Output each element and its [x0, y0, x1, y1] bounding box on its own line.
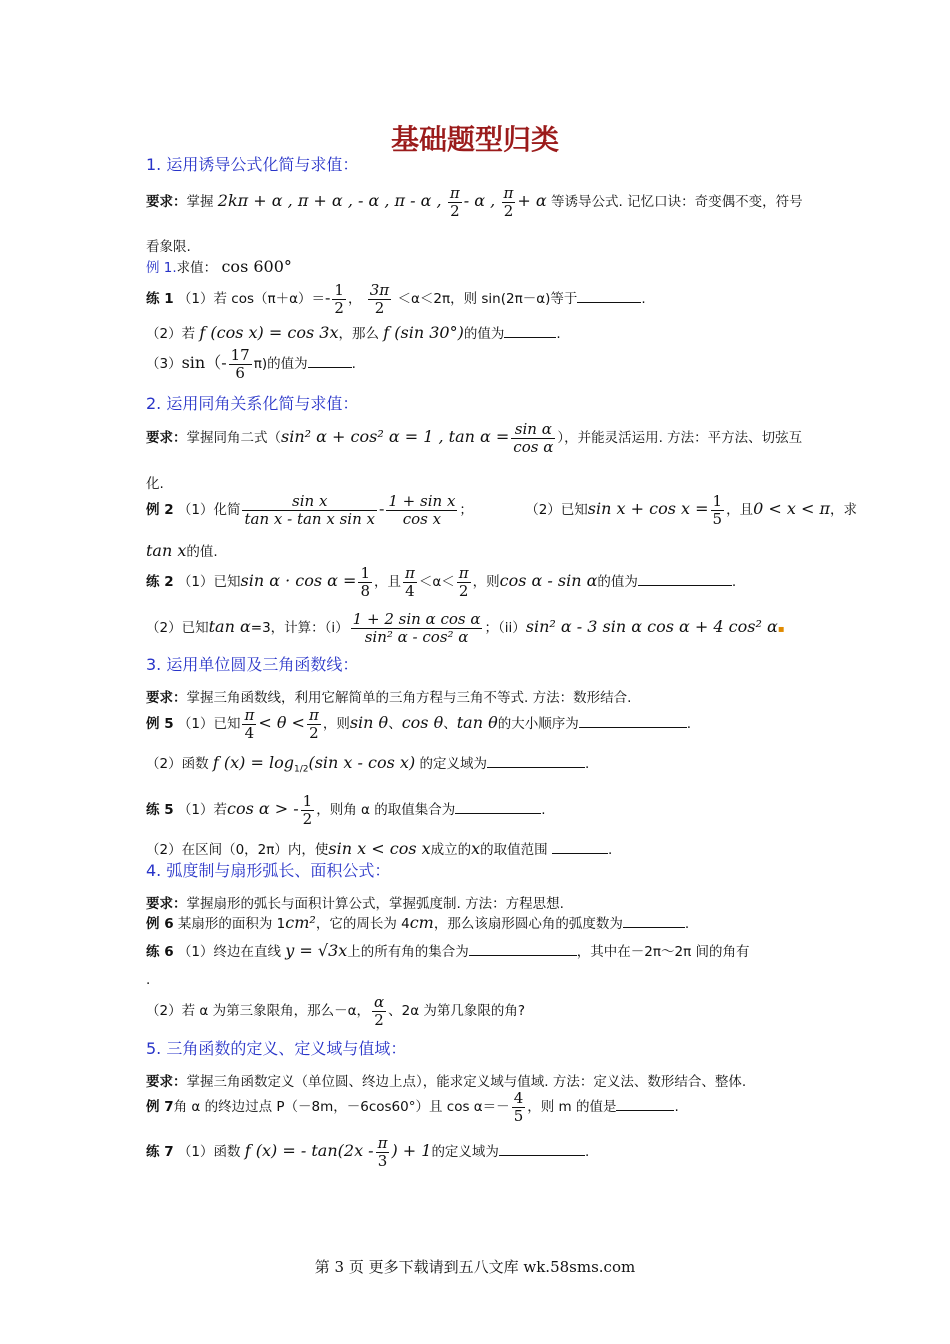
var-x: x: [471, 839, 481, 858]
frac-pi-2d: $\frac{\pi}{2}$: [308, 706, 319, 742]
requirement-1-cont: 看象限.: [146, 239, 191, 255]
section-heading-3: 3. 运用单位圆及三角函数线：: [146, 655, 359, 674]
frac-simplify-2: $\frac{\text{1 + sin x}}{\text{cos x}}$: [388, 492, 456, 528]
practice-text-2: ，则角 α 的取值集合为: [316, 802, 456, 818]
req-text: 掌握: [186, 194, 214, 210]
practice-text-2: ，且: [374, 574, 401, 590]
requirement-2: [146, 420, 802, 455]
example-text-2: ，则: [322, 716, 350, 732]
frac-pi-3: $\frac{\pi}{3}$: [377, 1134, 388, 1170]
practice-1-2: （2）若 f (cos x) = cos 3x，那么 f (sin 30°)的值为 .: [146, 323, 561, 342]
practice-text-3: 的取值范围: [480, 842, 548, 858]
req-label: 要求：: [146, 896, 187, 912]
formula-fcos: f (cos x) = cos 3x: [199, 323, 339, 342]
example-2: 例 2 （1）化简 $\frac{\text{sin x}}{\text{tan x - tan x sin x}}$ - $\frac{\text{1 + sin x}}{\text{cos x}}$ ； （2）已知sin x + cos x = $\frac{1}{5}$ ，且0 < x < π，求: [146, 492, 857, 528]
req-label: 要求：: [146, 1074, 187, 1090]
example-label: 例 6: [146, 916, 174, 932]
answer-blank: [487, 766, 585, 768]
example-label: 例 7: [146, 1099, 174, 1115]
practice-text-3: 的值为: [463, 326, 505, 342]
answer-blank: [469, 954, 577, 956]
formula-log-arg: (sin x - cos x): [308, 753, 416, 772]
frac-4-5: $\frac{4}{5}$: [513, 1089, 524, 1125]
answer-blank: [616, 1109, 674, 1111]
formula-expr-ii: sin² α - 3 sin α cos α + 4 cos² α: [525, 617, 778, 636]
requirement-5: [146, 1070, 746, 1090]
formula-ftan-2: ) + 1: [391, 1141, 432, 1160]
formula-fsin: f (sin 30°): [383, 323, 464, 342]
minus-sign: -: [325, 288, 331, 307]
answer-blank: [577, 301, 641, 303]
page-footer: 第 3 页 更多下载请到五八文库 wk.58sms.com: [314, 1258, 636, 1276]
practice-text-2: 上的所有角的集合为: [347, 944, 469, 960]
practice-label: 练 1: [146, 291, 174, 307]
req-text: 掌握同角二式（: [186, 430, 281, 446]
practice-5-2: （2）在区间（0，2π）内，使sin x < cos x成立的x的取值范围 .: [146, 839, 613, 858]
frac-pi-2b: $\frac{\pi}{2}$: [503, 184, 514, 220]
formula-diff: cos α - sin α: [499, 571, 598, 590]
example-text: （1）已知: [177, 716, 241, 732]
practice-text-2: 成立的: [430, 842, 472, 858]
practice-text: （1）若: [177, 802, 227, 818]
frac-pi-2c: $\frac{\pi}{2}$: [458, 564, 469, 600]
req-label: 要求：: [146, 430, 187, 446]
example-1: [146, 256, 292, 276]
example-label: 例 1.: [146, 260, 177, 276]
formula-tanx: tan x: [146, 541, 187, 560]
example-text-2: ，则 m 的值是: [527, 1099, 617, 1115]
req-text: 掌握三角函数线，利用它解简单的三角方程与三角不等式. 方法：数形结合.: [186, 690, 632, 706]
practice-text-3: ，其中在－2π～2π 间的角有: [576, 944, 750, 960]
formula-sin: sin（-: [181, 353, 227, 372]
example-7: 例 7角 α 的终边过点 P（－8m，－6cos60°）且 cos α＝－ $\frac{4}{5}$ ，则 m 的值是 .: [146, 1089, 679, 1125]
answer-blank: [504, 336, 556, 338]
example-text: 某扇形的面积为 1: [177, 916, 286, 932]
example-text-3: （2）已知: [525, 502, 588, 518]
practice-text: （2）若: [146, 326, 196, 342]
formula-line: y = √3x: [285, 941, 348, 960]
frac-simplify-1: $\frac{\text{sin x}}{\text{tan x - tan x sin x}}$: [244, 492, 375, 528]
formula-log: f (x) = log: [212, 753, 294, 772]
practice-text: （2）已知: [146, 620, 209, 636]
formula-product: sin α · cos α =: [240, 571, 357, 590]
example-text-3: 的大小顺序为: [497, 716, 579, 732]
example-text-5: ，求: [829, 502, 857, 518]
frac-alpha-2: $\frac{\alpha}{2}$: [373, 993, 385, 1029]
practice-2-1: 练 2 （1）已知sin α · cos α = $\frac{1}{8}$ ，且 $\frac{\pi}{4}$ ＜α＜ $\frac{\pi}{2}$ ，则cos α - sin α的值为 .: [146, 564, 737, 600]
practice-1-1: 练 1 （1）若 cos（π＋α）＝- $\frac{1}{2}$ ， $\frac{3\pi}{2}$ ＜α＜2π，则 sin(2π－α)等于 .: [146, 281, 646, 317]
practice-text-2: 的定义域为: [431, 1144, 499, 1160]
practice-label: 练 5: [146, 802, 174, 818]
example-text: 的值.: [186, 544, 218, 560]
answer-blank: [638, 584, 732, 586]
formula-cosgt: cos α > -: [226, 799, 299, 818]
inequality: ＜α＜: [418, 574, 455, 590]
answer-blank: [308, 366, 352, 368]
frac-1-5: $\frac{1}{5}$: [712, 492, 723, 528]
practice-text-2: π)的值为: [253, 356, 308, 372]
practice-text-3: ；（ii）: [484, 620, 526, 636]
section-heading-5: 5. 三角函数的定义、定义域与值域：: [146, 1039, 407, 1058]
req-text: 掌握扇形的弧长与面积计算公式，掌握弧度制. 方法：方程思想.: [186, 896, 564, 912]
frac-17-6: $\frac{17}{6}$: [230, 346, 250, 382]
practice-text-3: ，则: [472, 574, 500, 590]
practice-text: （2）若 α 为第三象限角，那么－α，: [146, 1003, 370, 1019]
req-label: 要求：: [146, 690, 187, 706]
frac-pi-4b: $\frac{\pi}{4}$: [244, 706, 255, 742]
unit-cm2: cm²: [285, 913, 316, 932]
practice-text: （3）: [146, 356, 182, 372]
formula-tana: tan α: [208, 617, 251, 636]
formula-costh: cos θ: [401, 713, 444, 732]
example-label: 例 5: [146, 716, 174, 732]
req-text: 掌握三角函数定义（单位圆、终边上点），能求定义域与值域. 方法：定义法、数形结合、整体.: [186, 1074, 747, 1090]
section-heading-2: 2. 运用同角关系化简与求值：: [146, 394, 359, 413]
frac-pi-4: $\frac{\pi}{4}$: [405, 564, 415, 600]
req-text-2: ），并能灵活运用. 方法：平方法、切弦互: [557, 430, 803, 446]
practice-text-2: =3，计算：（i）: [250, 620, 349, 636]
example-text-2: 的定义域为: [419, 756, 487, 772]
formula-sum: sin x + cos x =: [587, 499, 709, 518]
requirement-1: [146, 184, 803, 219]
practice-text: （1）若 cos（π＋α）＝: [177, 291, 326, 307]
formula-tanth: tan θ: [456, 713, 498, 732]
practice-text: （1）已知: [177, 574, 241, 590]
practice-2-2: （2）已知tan α=3，计算：（i） $\frac{\text{1 + 2 sin α cos α}}{\text{sin² α - cos² α}}$ ；（ii）sin² α - 3 sin α cos α + 4 cos² α▪: [146, 610, 785, 646]
frac-1-2b: $\frac{1}{2}$: [302, 792, 313, 828]
practice-label: 练 7: [146, 1144, 174, 1160]
example-label: 例 2: [146, 502, 174, 518]
example-text-2: ，它的周长为 4: [315, 916, 410, 932]
example-text: 角 α 的终边过点 P（－8m，－6cos60°）且 cos α＝－: [173, 1099, 510, 1115]
practice-label: 练 6: [146, 944, 174, 960]
inequality-theta: < θ <: [258, 713, 305, 732]
practice-text-2: ＜α＜2π，则 sin(2π－α)等于: [397, 291, 578, 307]
formula-induct-2: - α ,: [463, 191, 496, 210]
example-text: （1）化简: [177, 502, 241, 518]
practice-text-4: 的值为: [597, 574, 638, 590]
example-5-1: 例 5 （1）已知 $\frac{\pi}{4}$ < θ < $\frac{\pi}{2}$ ，则sin θ、cos θ、tan θ的大小顺序为 .: [146, 706, 692, 742]
formula-range: 0 < x < π: [753, 499, 830, 518]
example-6: 例 6 某扇形的面积为 1cm²，它的周长为 4cm，那么该扇形圆心角的弧度数为 .: [146, 913, 690, 932]
practice-6-1: [146, 940, 750, 960]
answer-blank: [455, 812, 541, 814]
log-base: 1/2: [293, 764, 309, 775]
frac-sin-cos: $\frac{\text{sin α}}{\text{cos α}}$: [513, 420, 554, 456]
formula-induct: 2kπ + α , π + α , - α , π - α ,: [217, 191, 442, 210]
practice-text: （1）函数: [177, 1144, 241, 1160]
unit-cm: cm: [409, 913, 434, 932]
frac-1-2: $\frac{1}{2}$: [334, 281, 344, 317]
practice-text: （1）终边在直线: [177, 944, 281, 960]
requirement-4: [146, 892, 564, 912]
practice-6-2: [146, 994, 525, 1028]
frac-1-8: $\frac{1}{8}$: [360, 564, 370, 600]
sep-2: 、: [443, 716, 457, 732]
req-text-2: 等诱导公式. 记忆口诀：奇变偶不变，符号: [550, 194, 803, 210]
frac-pi-2: $\frac{\pi}{2}$: [449, 184, 460, 220]
example-text-4: ，且: [726, 502, 754, 518]
comma: ，: [347, 291, 362, 307]
example-text: （2）函数: [146, 756, 209, 772]
formula-sinth: sin θ: [349, 713, 389, 732]
formula-sinltcos: sin x < cos x: [328, 839, 431, 858]
practice-label: 练 2: [146, 574, 174, 590]
example-text-3: ，那么该扇形圆心角的弧度数为: [433, 916, 623, 932]
practice-7: 练 7 （1）函数 f (x) = - tan(2x - $\frac{\pi}{3}$ ) + 1的定义域为 .: [146, 1134, 590, 1170]
practice-text-2: ，那么: [338, 326, 379, 342]
answer-blank: [623, 926, 685, 928]
answer-blank: [499, 1154, 585, 1156]
practice-text: （2）在区间（0，2π）内，使: [146, 842, 329, 858]
frac-3pi-2: $\frac{3\pi}{2}$: [369, 281, 390, 317]
req-label: 要求：: [146, 194, 187, 210]
example-text-2: ；: [459, 502, 473, 518]
page-title: 基础题型归类: [390, 123, 559, 156]
practice-text-2: 、2α 为第几象限的角?: [388, 1003, 526, 1019]
formula-pythag: sin² α + cos² α = 1 , tan α =: [281, 427, 510, 446]
example-text: 求值：: [176, 260, 218, 276]
answer-blank: [579, 726, 687, 728]
frac-calc-i: $\frac{\text{1 + 2 sin α cos α}}{\text{sin² α - cos² α}}$: [352, 610, 481, 646]
example-2-cont: [146, 540, 218, 560]
practice-5-1: 练 5 （1）若cos α > - $\frac{1}{2}$ ，则角 α 的取值集合为 .: [146, 792, 546, 828]
example-5-2: （2）函数 f $(x) = \log_{1/2}(\sin$ x - cos x) 的定义域为 .: [146, 753, 590, 775]
section-heading-1: 1. 运用诱导公式化简与求值：: [146, 155, 359, 174]
answer-blank: [552, 852, 608, 854]
sep: 、: [388, 716, 402, 732]
section-heading-4: 4. 弧度制与扇形弧长、面积公式：: [146, 861, 391, 880]
formula-ftan: f (x) = - tan(2x -: [244, 1141, 374, 1160]
requirement-2-cont: 化.: [146, 476, 164, 492]
formula-cos600: cos 600°: [221, 257, 292, 276]
requirement-3: [146, 686, 631, 706]
practice-6-dot: .: [146, 972, 151, 988]
practice-1-3: （3）sin（- $\frac{17}{6}$ π)的值为 .: [146, 346, 356, 382]
formula-induct-3: + α: [517, 191, 547, 210]
